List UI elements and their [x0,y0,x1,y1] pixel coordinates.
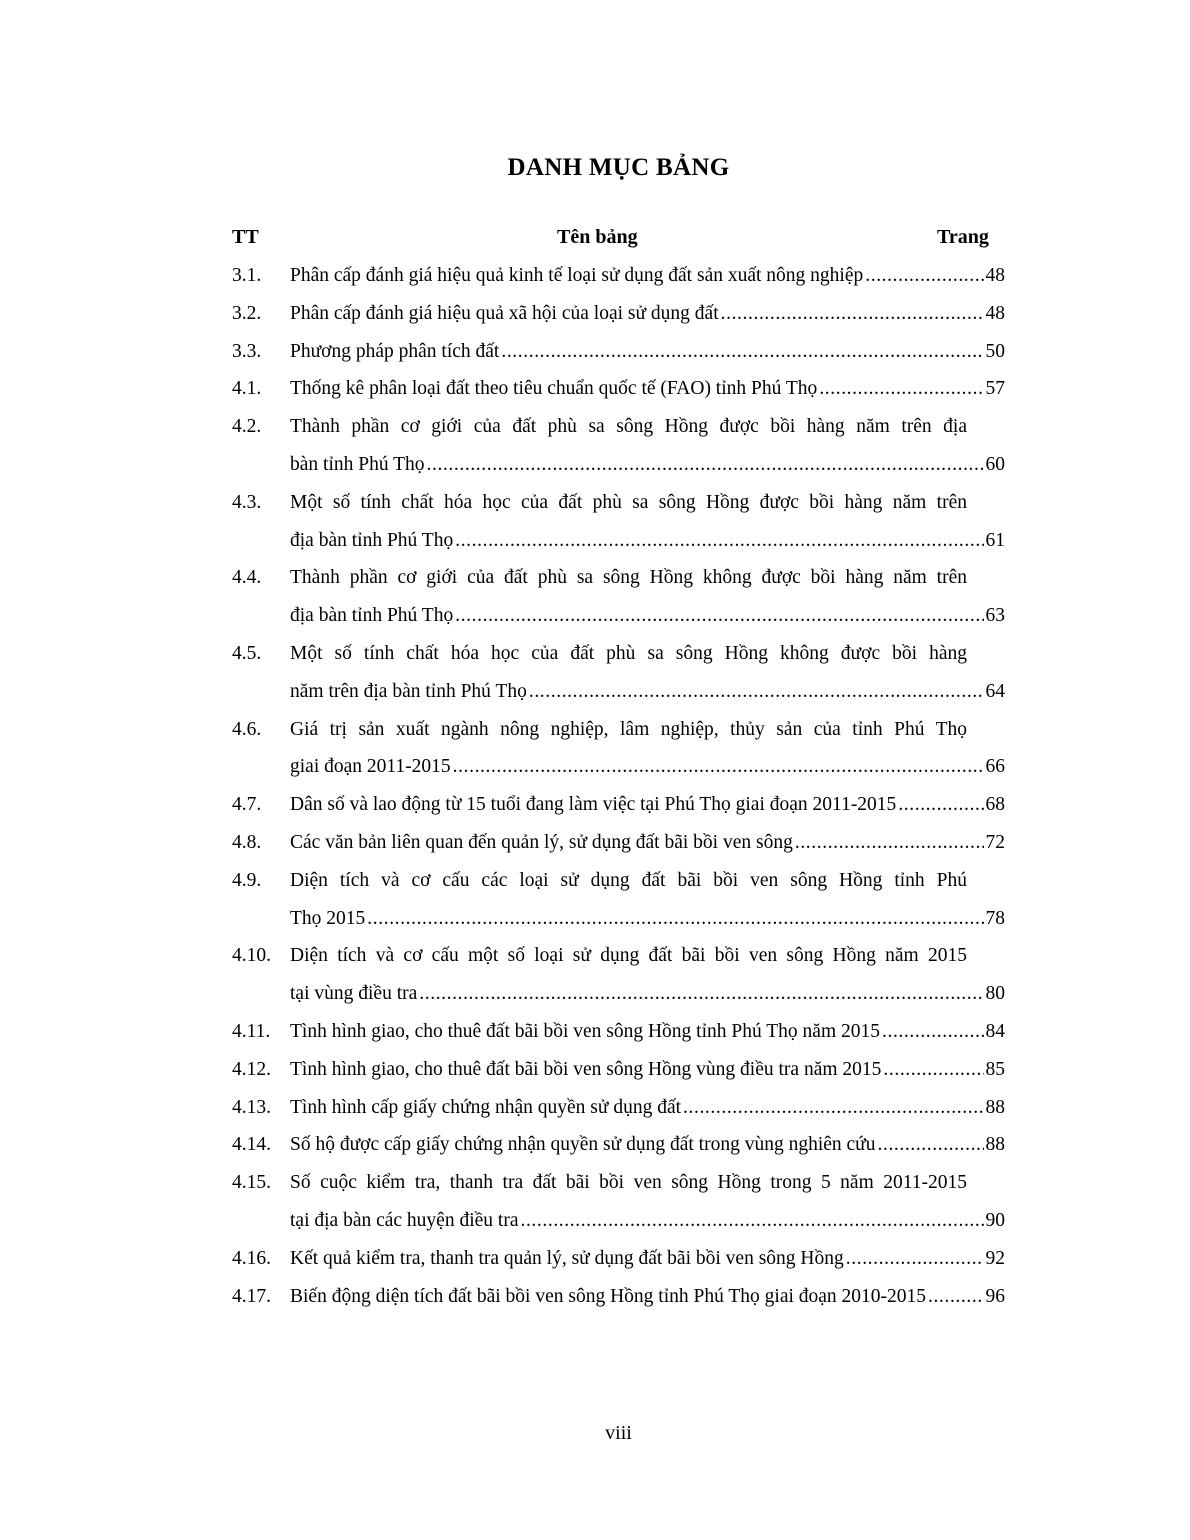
toc-entry[interactable] [0,1051,1190,1089]
dot-leader [795,824,984,862]
toc-entry-page: 88 [985,1096,1005,1118]
toc-entry[interactable] [0,862,1190,938]
toc-entry-line [0,1240,1190,1278]
toc-entry[interactable] [0,824,1190,862]
toc-entry-leader-row [290,370,1005,408]
dot-leader [898,786,983,824]
dot-leader [501,333,983,371]
toc-entry-title: địa bàn tỉnh Phú Thọ [290,605,454,627]
toc-entry-title: Diện tích và cơ cấu một số loại sử dụng đất bãi bồi ven sông Hồng năm 2015 [290,945,967,967]
toc-entry-leader-row [290,1126,1005,1164]
dot-leader [883,1051,983,1089]
toc-entry[interactable] [0,1089,1190,1127]
toc-entry-leader-row [290,522,1005,560]
dot-leader [455,522,983,560]
dot-leader [865,257,983,295]
toc-entry-line [0,559,1190,597]
dot-leader [721,295,984,333]
toc-entry-number: 4.11. [232,1020,271,1042]
dot-leader [367,900,983,938]
toc-entry-line [0,333,1190,371]
toc-entry-page: 90 [985,1209,1005,1231]
toc-entry[interactable] [0,484,1190,560]
table-list [0,257,1190,1315]
toc-entry-title: Số cuộc kiểm tra, thanh tra đất bãi bồi ven sông Hồng trong 5 năm 2011-2015 [290,1172,967,1194]
toc-entry-title: Phương pháp phân tích đất [290,340,500,362]
toc-entry-number: 4.5. [232,642,262,664]
toc-entry-line [0,446,1190,484]
toc-entry-line [0,1202,1190,1240]
toc-entry-line [0,1126,1190,1164]
toc-entry-number: 4.12. [232,1058,271,1080]
toc-entry-page: 48 [985,302,1005,324]
toc-entry-title: bàn tỉnh Phú Thọ [290,453,425,475]
toc-entry-line [0,900,1190,938]
toc-entry-page: 50 [985,340,1005,362]
toc-entry-title: Phân cấp đánh giá hiệu quả kinh tế loại sử dụng đất sản xuất nông nghiệp [290,265,864,286]
dot-leader [819,370,983,408]
toc-entry-number: 4.15. [232,1172,271,1194]
toc-entry-title: Kết quả kiểm tra, thanh tra quản lý, sử dụng đất bãi bồi ven sông Hồng [290,1247,844,1269]
page-number: viii [605,1422,632,1444]
toc-entry-line [0,975,1190,1013]
toc-entry[interactable] [0,1278,1190,1316]
toc-entry-page: 88 [985,1134,1005,1156]
toc-entry[interactable] [0,257,1190,295]
toc-entry-number: 4.10. [232,945,271,967]
toc-entry-page: 57 [985,378,1005,400]
toc-entry[interactable] [0,333,1190,371]
toc-entry-line [0,1051,1190,1089]
toc-entry-number: 3.3. [232,340,262,362]
toc-entry-title: Thống kê phân loại đất theo tiêu chuẩn quốc tế (FAO) tỉnh Phú Thọ [290,378,818,400]
dot-leader [419,975,983,1013]
toc-entry-number: 4.3. [232,491,262,513]
toc-entry-title: địa bàn tỉnh Phú Thọ [290,529,454,551]
column-header-tt: TT [232,226,259,248]
toc-entry-title: Giá trị sản xuất ngành nông nghiệp, lâm nghiệp, thủy sản của tỉnh Phú Thọ [290,718,967,740]
toc-entry-title: Dân số và lao động từ 15 tuổi đang làm việc tại Phú Thọ giai đoạn 2011-2015 [290,794,897,816]
toc-entry-line [0,522,1190,560]
toc-entry-leader-row [290,1089,1005,1127]
toc-entry-leader-row [290,333,1005,371]
toc-entry-line [0,1278,1190,1316]
page-title: DANH MỤC BẢNG [507,154,730,181]
toc-entry[interactable] [0,1164,1190,1240]
toc-entry-line [0,597,1190,635]
toc-entry-title: Một số tính chất hóa học của đất phù sa sông Hồng không được bồi hàng [290,642,967,664]
toc-entry-number: 4.14. [232,1134,271,1156]
toc-entry-line [0,484,1190,522]
toc-entry-line [0,295,1190,333]
toc-entry-title: Số hộ được cấp giấy chứng nhận quyền sử dụng đất trong vùng nghiên cứu [290,1134,876,1156]
toc-entry[interactable] [0,408,1190,484]
toc-entry-page: 48 [985,265,1005,286]
toc-entry-number: 4.16. [232,1247,271,1269]
toc-entry-leader-row [290,446,1005,484]
toc-entry-page: 64 [985,680,1005,702]
toc-entry-leader-row [290,1278,1005,1316]
toc-entry-line [0,1164,1190,1202]
toc-entry-number: 4.6. [232,718,262,740]
toc-entry-line [0,862,1190,900]
toc-entry-leader-row [290,673,1005,711]
toc-entry-leader-row [290,786,1005,824]
toc-entry-title: Tình hình cấp giấy chứng nhận quyền sử dụng đất [290,1096,682,1118]
dot-leader [683,1089,983,1127]
toc-entry-number: 4.4. [232,567,262,589]
toc-entry-leader-row [290,295,1005,333]
toc-entry-line [0,673,1190,711]
toc-entry-line [0,635,1190,673]
toc-entry-line [0,1089,1190,1127]
toc-entry-leader-row [290,824,1005,862]
toc-entry-line [0,786,1190,824]
toc-entry-title: Một số tính chất hóa học của đất phù sa sông Hồng được bồi hàng năm trên [290,491,967,513]
toc-entry-title: Các văn bản liên quan đến quản lý, sử dụng đất bãi bồi ven sông [290,831,793,853]
toc-entry-leader-row [290,1013,1005,1051]
toc-entry-page: 72 [985,831,1005,853]
toc-entry-number: 4.8. [232,831,262,853]
toc-entry-number: 4.13. [232,1096,271,1118]
toc-entry-title: Thành phần cơ giới của đất phù sa sông Hồng được bồi hàng năm trên địa [290,416,967,438]
toc-entry-title: Diện tích và cơ cấu các loại sử dụng đất bãi bồi ven sông Hồng tỉnh Phú [290,869,967,891]
dot-leader [453,748,984,786]
toc-entry-number: 3.2. [232,302,262,324]
toc-entry-page: 60 [985,453,1005,475]
toc-entry-title: Biến động diện tích đất bãi bồi ven sông Hồng tỉnh Phú Thọ giai đoạn 2010-2015 [290,1285,927,1307]
toc-entry-number: 4.17. [232,1285,271,1307]
toc-entry-title: giai đoạn 2011-2015 [290,756,451,778]
toc-entry-page: 85 [985,1058,1005,1080]
toc-entry[interactable] [0,370,1190,408]
toc-entry-page: 92 [985,1247,1005,1269]
toc-entry-line [0,370,1190,408]
toc-entry-page: 61 [985,529,1005,551]
toc-entry-line [0,711,1190,749]
toc-entry-leader-row [290,1240,1005,1278]
toc-entry-title: Phân cấp đánh giá hiệu quả xã hội của loại sử dụng đất [290,302,719,324]
toc-entry-leader-row [290,1202,1005,1240]
toc-entry-title: Tình hình giao, cho thuê đất bãi bồi ven sông Hồng tỉnh Phú Thọ năm 2015 [290,1020,880,1042]
toc-entry-line [0,257,1190,295]
toc-entry-leader-row [290,597,1005,635]
toc-entry-page: 63 [985,605,1005,627]
toc-entry-page: 80 [985,983,1005,1005]
toc-entry-page: 84 [985,1020,1005,1042]
toc-entry-leader-row [290,975,1005,1013]
toc-entry[interactable] [0,1013,1190,1051]
dot-leader [427,446,984,484]
toc-entry[interactable] [0,1240,1190,1278]
toc-entry-number: 3.1. [232,265,262,286]
toc-entry-title: năm trên địa bàn tỉnh Phú Thọ [290,680,527,702]
dot-leader [455,597,983,635]
toc-entry-title: tại địa bàn các huyện điều tra [290,1209,519,1231]
toc-entry-number: 4.2. [232,416,262,438]
toc-entry-leader-row [290,1051,1005,1089]
dot-leader [520,1202,983,1240]
toc-entry-leader-row [290,748,1005,786]
toc-entry-title: tại vùng điều tra [290,983,418,1005]
toc-entry-leader-row [290,900,1005,938]
toc-entry[interactable] [0,786,1190,824]
toc-entry-title: Thọ 2015 [290,907,366,929]
toc-entry[interactable] [0,1126,1190,1164]
toc-entry-line [0,748,1190,786]
toc-entry-line [0,408,1190,446]
dot-leader [882,1013,984,1051]
toc-entry[interactable] [0,559,1190,635]
toc-entry-number: 4.7. [232,794,262,816]
toc-entry[interactable] [0,295,1190,333]
dot-leader [878,1126,984,1164]
column-header-name: Tên bảng [557,226,638,248]
toc-entry[interactable] [0,635,1190,711]
column-header-page: Trang [937,226,989,248]
toc-entry[interactable] [0,711,1190,787]
toc-entry-page: 66 [985,756,1005,778]
toc-entry-page: 68 [985,794,1005,816]
toc-entry-number: 4.1. [232,378,262,400]
toc-entry-number: 4.9. [232,869,262,891]
toc-entry[interactable] [0,937,1190,1013]
dot-leader [846,1240,984,1278]
dot-leader [928,1278,983,1316]
toc-entry-line [0,937,1190,975]
toc-entry-leader-row [290,257,1005,295]
dot-leader [529,673,984,711]
toc-entry-page: 78 [985,907,1005,929]
toc-entry-title: Thành phần cơ giới của đất phù sa sông Hồng không được bồi hàng năm trên [290,567,967,589]
toc-entry-line [0,824,1190,862]
toc-entry-line [0,1013,1190,1051]
toc-entry-page: 96 [985,1285,1005,1307]
toc-entry-title: Tình hình giao, cho thuê đất bãi bồi ven sông Hồng vùng điều tra năm 2015 [290,1058,882,1080]
